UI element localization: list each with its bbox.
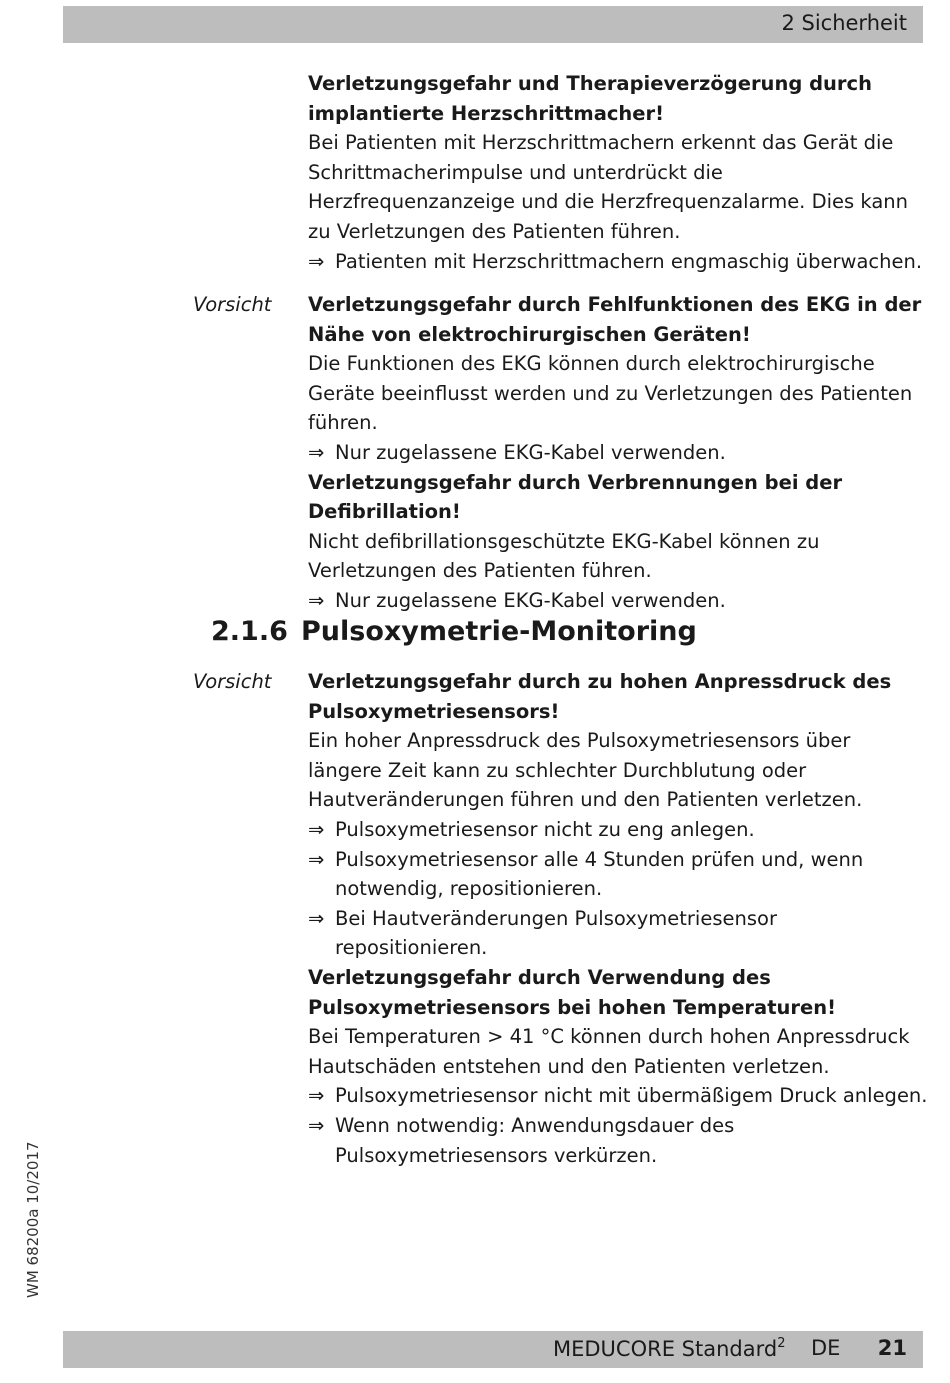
language-code: DE — [811, 1336, 841, 1360]
header-bar — [63, 6, 923, 43]
arrow-icon: ⇒ — [308, 817, 325, 841]
product-superscript: 2 — [777, 1336, 786, 1351]
action-item: ⇒ Patienten mit Herzschrittmachern engmaschig überwachen. — [308, 247, 928, 277]
action-item: ⇒ Bei Hautveränderungen Pulsoxymetriesensor repositionieren. — [308, 904, 928, 963]
arrow-icon: ⇒ — [308, 847, 325, 871]
warning-text: Die Funktionen des EKG können durch elektrochirurgische Geräte beeinflusst werden und zu Verletzungen des Patienten führen. — [308, 352, 913, 435]
arrow-icon: ⇒ — [308, 906, 325, 930]
warning-title: Verletzungsgefahr durch zu hohen Anpressdruck des Pulsoxymetriesensors! — [308, 670, 892, 723]
action-item: ⇒ Pulsoxymetriesensor nicht mit übermäßigem Druck anlegen. — [308, 1081, 928, 1111]
section-title: Pulsoxymetrie-Monitoring — [301, 616, 697, 647]
warning-block-pulsoximetry — [308, 667, 928, 1170]
arrow-icon: ⇒ — [308, 1084, 325, 1108]
section-number: 2.1.6 — [211, 616, 288, 647]
warning-block-pacemaker — [308, 69, 928, 276]
warning-title: Verletzungsgefahr durch Fehlfunktionen des EKG in der Nähe von elektrochirurgischen Geräten! — [308, 293, 922, 346]
warning-title: Verletzungsgefahr und Therapieverzögerung durch implantierte Herzschrittmacher! — [308, 72, 872, 125]
warning-text: Ein hoher Anpressdruck des Pulsoxymetriesensors über längere Zeit kann zu schlechter Durchblutung oder Hautveränderungen führen und den Patienten verletzen. — [308, 729, 863, 812]
document-code: WM 68200a 10/2017 — [24, 1141, 42, 1298]
action-item: ⇒ Wenn notwendig: Anwendungsdauer des Pulsoxymetriesensors verkürzen. — [308, 1111, 928, 1170]
arrow-icon: ⇒ — [308, 249, 325, 273]
warning-title: Verletzungsgefahr durch Verbrennungen bei der Defibrillation! — [308, 470, 843, 524]
warning-text: Bei Temperaturen > 41 °C können durch hohen Anpressdruck Hautschäden entstehen und den Patienten verletzen. — [308, 1025, 910, 1078]
arrow-icon: ⇒ — [308, 1113, 325, 1137]
caution-label: Vorsicht — [193, 670, 272, 693]
warning-title: Verletzungsgefahr durch Verwendung des Pulsoxymetriesensors bei hohen Temperaturen! — [308, 965, 837, 1019]
footer-bar — [63, 1331, 923, 1368]
product-name: MEDUCORE Standard$^2$ — [553, 1336, 786, 1361]
arrow-icon: ⇒ — [308, 440, 325, 464]
warning-text: Bei Patienten mit Herzschrittmachern erkennt das Gerät die Schrittmacherimpulse und unterdrückt die Herzfrequenzanzeige und die Herzfrequenzalarme. Dies kann zu Verletzungen des Patienten führen. — [308, 131, 908, 243]
warning-text: Nicht defibrillationsgeschützte EKG-Kabel können zu Verletzungen des Patienten führen. — [308, 529, 820, 583]
warning-block-ekg — [308, 290, 928, 616]
page-number: 21 — [877, 1336, 907, 1360]
arrow-icon: ⇒ — [308, 588, 325, 612]
action-item: ⇒ Nur zugelassene EKG-Kabel verwenden. — [308, 438, 928, 468]
action-item: ⇒ Pulsoxymetriesensor nicht zu eng anlegen. — [308, 815, 928, 845]
action-item: ⇒ Pulsoxymetriesensor alle 4 Stunden prüfen und, wenn notwendig, repositionieren. — [308, 845, 928, 904]
action-item: ⇒ Nur zugelassene EKG-Kabel verwenden. — [308, 586, 928, 616]
caution-label: Vorsicht — [193, 293, 272, 316]
section-heading — [211, 614, 697, 650]
chapter-title: 2 Sicherheit — [781, 11, 907, 35]
